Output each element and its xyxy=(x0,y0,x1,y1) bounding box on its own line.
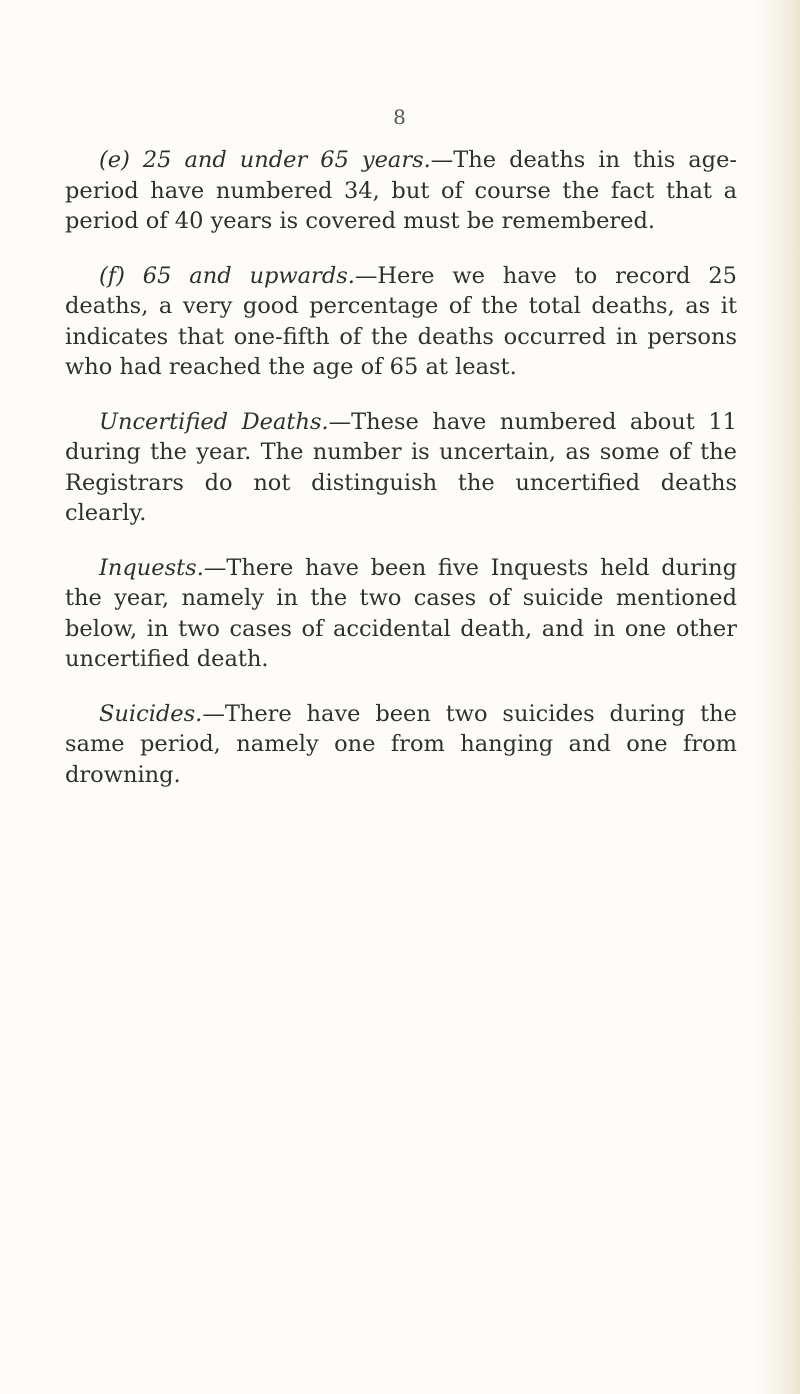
paragraph-inquests xyxy=(65,553,737,675)
paragraph-suicides xyxy=(65,699,737,791)
paragraph-age-65-upwards xyxy=(65,261,737,383)
paragraph-heading: (f) 65 and upwards. xyxy=(99,262,355,289)
body-text xyxy=(65,145,737,814)
paragraph-uncertified-deaths xyxy=(65,407,737,529)
paragraph-body: —The deaths in this age-period have numbered 34, but of course the fact that a period of 40 years is covered must be remembered. xyxy=(65,147,737,234)
page-edge-shadow xyxy=(754,0,800,1394)
paragraph-body: —There have been two suicides during the same period, namely one from hanging and one from drowning. xyxy=(65,700,737,788)
paragraph-body: —Here we have to record 25 deaths, a very good percentage of the total deaths, as it indicates that one-fifth of the deaths occurred in persons who had reached the age of 65 at least. xyxy=(65,262,737,380)
paragraph-body: —These have numbered about 11 during the year. The number is uncertain, as some of the Registrars do not distinguish the uncertified deaths clearly. xyxy=(65,408,737,526)
page-number: 8 xyxy=(393,105,407,129)
paragraph-heading: Uncertified Deaths. xyxy=(99,408,329,435)
paragraph-heading: Inquests. xyxy=(99,554,204,581)
paragraph-heading: (e) 25 and under 65 years. xyxy=(99,147,431,173)
paragraph-body: —There have been five Inquests held during the year, namely in the two cases of suicide mentioned below, in two cases of accidental death, and in one other uncertified death. xyxy=(65,554,737,672)
paragraph-age-25-65 xyxy=(65,145,737,237)
paragraph-heading: Suicides. xyxy=(99,700,203,727)
